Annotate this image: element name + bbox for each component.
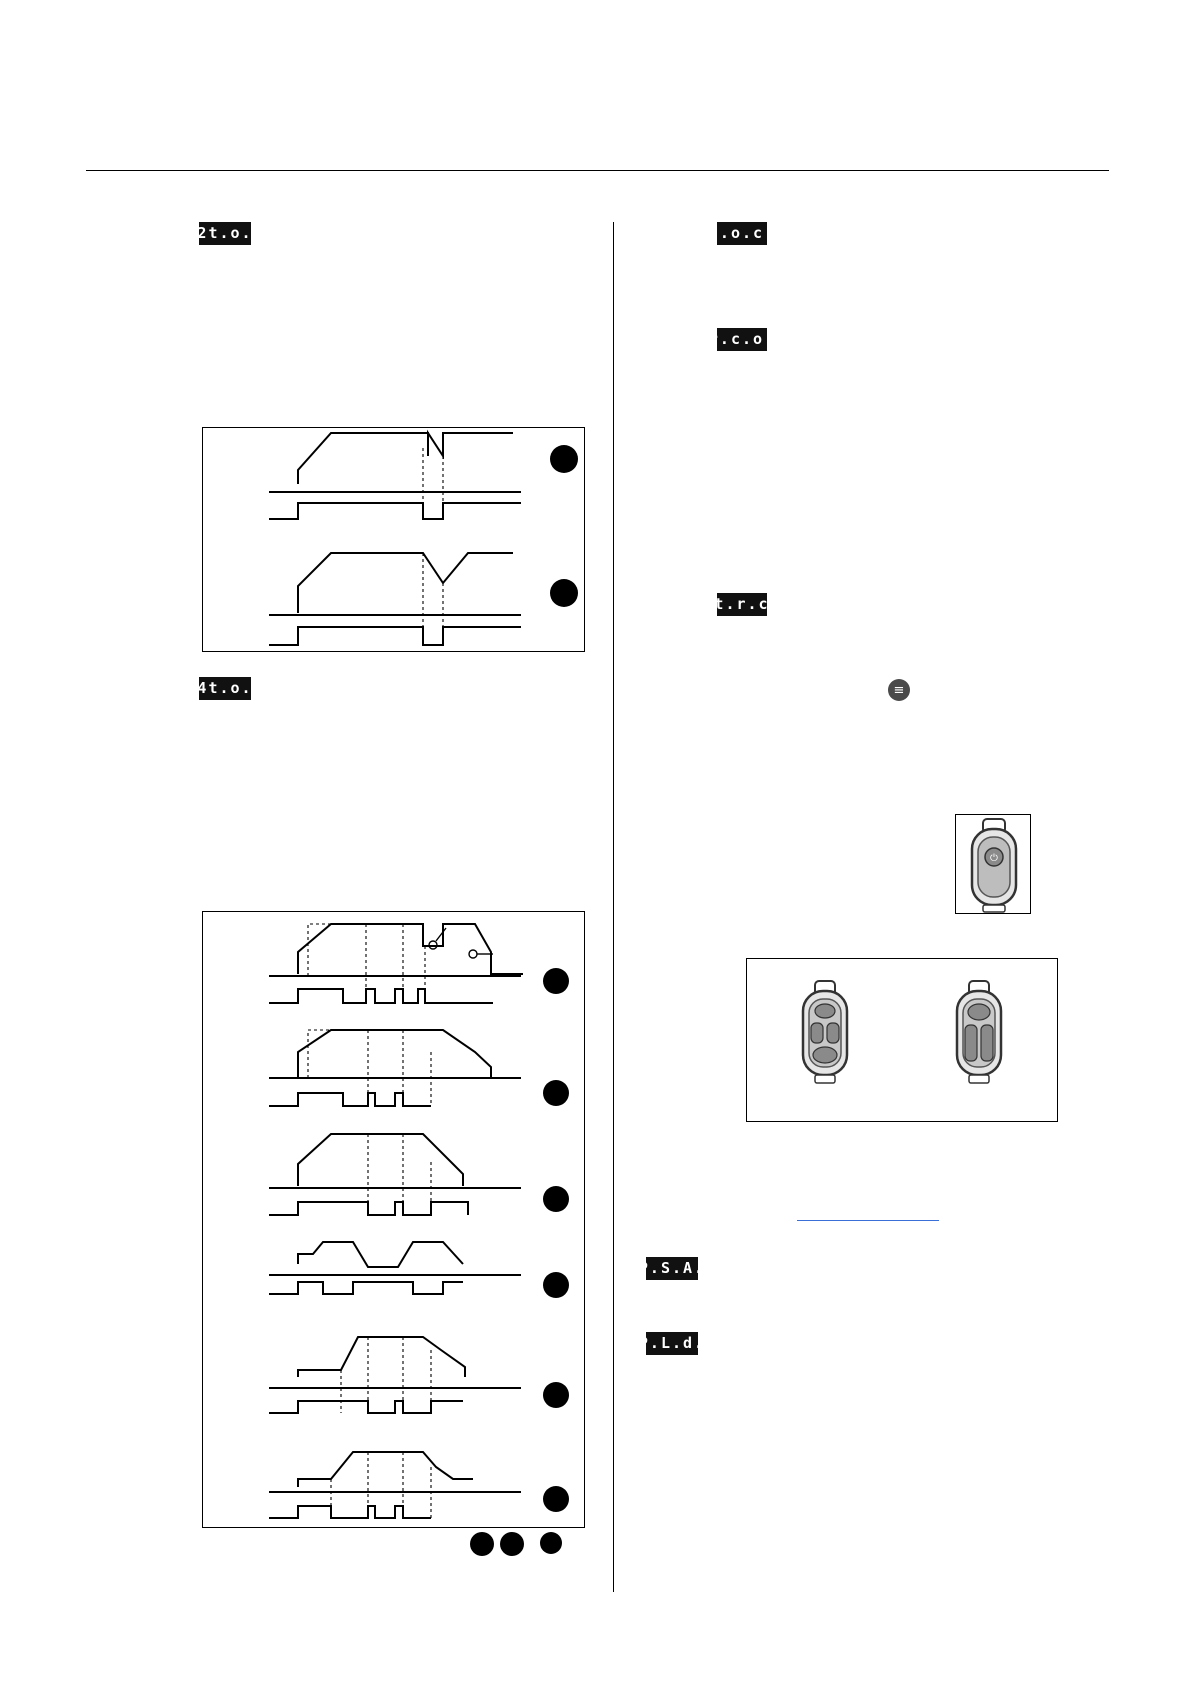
display-code-4to: 4t.o. [199, 677, 251, 700]
display-code-rco: r.c.o. [717, 328, 767, 351]
display-code-2to: 2t.o. [199, 222, 251, 245]
display-code-psa: P.S.A. [646, 1257, 698, 1280]
display-code-doc: d.o.c. [717, 222, 767, 245]
waveform-2t-b [269, 553, 521, 645]
diagram-2t-waveforms [203, 428, 586, 653]
hyperlink-underline[interactable] [797, 1220, 939, 1221]
diagram-badge-2 [550, 579, 578, 607]
display-code-trc: t.r.c [717, 593, 767, 616]
svg-text:⏻: ⏻ [990, 853, 998, 864]
remote-control-3-button-icon [957, 981, 1001, 1083]
diagram-badge-6 [543, 1272, 569, 1298]
legend-badge-b [500, 1532, 524, 1556]
legend-badge-c [540, 1532, 562, 1554]
header-rule [86, 170, 1109, 171]
diagram-badge-4 [543, 1080, 569, 1106]
column-divider [613, 222, 614, 1592]
diagram-badge-5 [543, 1186, 569, 1212]
remote-pair-icons [747, 959, 1059, 1123]
waveform-2t-a [269, 423, 521, 519]
diagram-badge-8 [543, 1486, 569, 1512]
diagram-badge-7 [543, 1382, 569, 1408]
remote-single-frame [955, 814, 1031, 914]
remote-control-4-button-icon [803, 981, 847, 1083]
remote-control-1-button-icon [956, 815, 1032, 915]
list-icon: ≡ [888, 679, 910, 701]
diagram-badge-3 [543, 968, 569, 994]
remote-pair-frame [746, 958, 1058, 1122]
diagram-4t-frame [202, 911, 585, 1528]
diagram-badge-1 [550, 445, 578, 473]
diagram-4t-waveforms [203, 912, 586, 1529]
display-code-pld: P.L.d. [646, 1332, 698, 1355]
diagram-2t-frame [202, 427, 585, 652]
legend-badge-a [470, 1532, 494, 1556]
